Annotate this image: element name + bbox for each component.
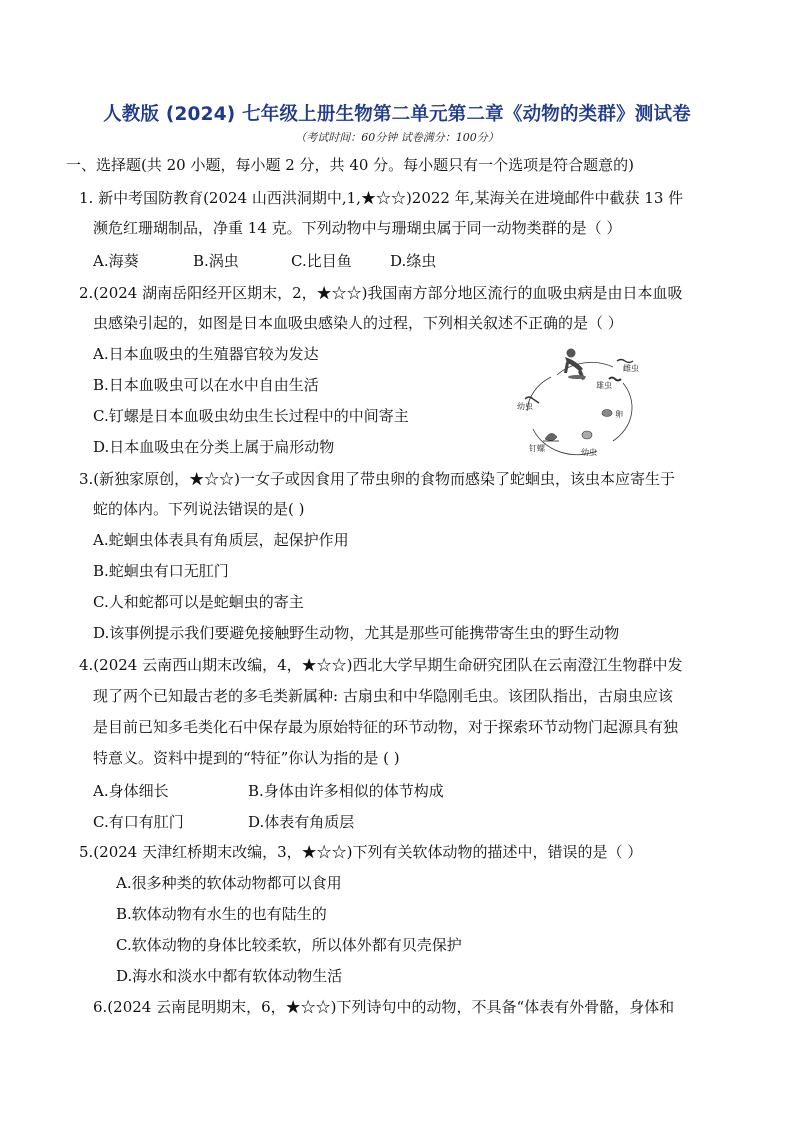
question-3-line-2: 蛇的体内。下列说法错误的是( ) (93, 500, 305, 518)
question-2-option-d: D.日本血吸虫在分类上属于扁形动物 (93, 438, 335, 456)
label-snail: 钉螺 (529, 444, 545, 453)
label-female-worm: 雌虫 (623, 364, 639, 373)
question-6-line-1: 6.(2024 云南昆明期末，6，★☆☆)下列诗句中的动物，不具备“体表有外骨骼，身体和 (93, 998, 675, 1016)
option: B.涡虫 (193, 252, 239, 270)
question-1-line-2: 濒危红珊瑚制品，净重 14 克。下列动物中与珊瑚虫属于同一动物类群的是（ ） (93, 219, 622, 237)
option: D.体表有角质层 (248, 813, 355, 831)
question-5-option-d: D.海水和淡水中都有软体动物生活 (116, 967, 343, 985)
option: D.绦虫 (390, 252, 437, 270)
label-male-worm: 雄虫 (596, 381, 612, 390)
question-3-option-c: C.人和蛇都可以是蛇蛔虫的寄主 (93, 593, 304, 611)
option: B.身体由许多相似的体节构成 (248, 782, 444, 800)
question-3-line-1: 3.(新独家原创，★☆☆)一女子或因食用了带虫卵的食物而感染了蛇蛔虫，该虫本应寄生于 (79, 470, 676, 488)
question-4-line-2: 现了两个已知最古老的多毛类新属种: 古扇虫和中华隐刚毛虫。该团队指出，古扇虫应该 (93, 687, 673, 705)
question-4-line-4: 特意义。资料中提到的“特征”你认为指的是 ( ) (93, 749, 400, 767)
exam-title: 人教版 (2024) 七年级上册生物第二单元第二章《动物的类群》测试卷 (103, 104, 691, 125)
human-icon (564, 349, 586, 381)
question-3-option-a: A.蛇蛔虫体表具有角质层，起保护作用 (93, 531, 349, 549)
question-4-line-1: 4.(2024 云南西山期末改编，4，★☆☆)西北大学早期生命研究团队在云南澄江生物群中发 (79, 656, 683, 674)
question-2-option-c: C.钉螺是日本血吸虫幼虫生长过程中的中间寄主 (93, 407, 409, 425)
female-worm-icon (617, 360, 633, 363)
exam-subtitle: （考试时间：60分钟 试卷满分：100分） (295, 131, 499, 144)
option: C.比目鱼 (291, 252, 352, 270)
question-1-line-1: 1. 新中考国防教育(2024 山西洪洞期中,1,★☆☆)2022 年,某海关在进境邮件中截获 13 件 (79, 189, 684, 207)
question-2-option-b: B.日本血吸虫可以在水中自由生活 (93, 376, 319, 394)
schistosome-lifecycle-figure (505, 343, 655, 461)
question-4-line-3: 是目前已知多毛类化石中保存最为原始特征的环节动物，对于探索环节动物门起源具有独 (93, 718, 679, 736)
option: A.身体细长 (93, 782, 169, 800)
question-2-line-2: 虫感染引起的，如图是日本血吸虫感染人的过程，下列相关叙述不正确的是（ ） (93, 314, 623, 332)
question-5-option-c: C.软体动物的身体比较柔软，所以体外都有贝壳保护 (116, 936, 462, 954)
snail-icon (543, 433, 559, 441)
question-3-option-b: B.蛇蛔虫有口无肛门 (93, 562, 229, 580)
label-larva-left: 幼虫 (517, 402, 533, 411)
option: A.海葵 (93, 252, 139, 270)
label-egg: 卵 (615, 410, 623, 419)
question-2-line-1: 2.(2024 湖南岳阳经开区期末，2，★☆☆)我国南方部分地区流行的血吸虫病是由日本血吸 (79, 284, 683, 302)
question-5-option-b: B.软体动物有水生的也有陆生的 (116, 905, 327, 923)
label-larva-bottom: 幼虫 (581, 448, 597, 457)
question-2-option-a: A.日本血吸虫的生殖器官较为发达 (93, 345, 319, 363)
section-heading: 一、选择题(共 20 小题，每小题 2 分，共 40 分。每小题只有一个选项是符合题意的) (66, 156, 635, 174)
miracidium-icon (582, 431, 592, 439)
question-5-line-1: 5.(2024 天津红桥期末改编，3，★☆☆)下列有关软体动物的描述中，错误的是（ ） (79, 843, 643, 861)
egg-icon (602, 410, 612, 417)
option: C.有口有肛门 (93, 813, 184, 831)
question-3-option-d: D.该事例提示我们要避免接触野生动物，尤其是那些可能携带寄生虫的野生动物 (93, 624, 620, 642)
question-5-option-a: A.很多种类的软体动物都可以食用 (116, 874, 342, 892)
